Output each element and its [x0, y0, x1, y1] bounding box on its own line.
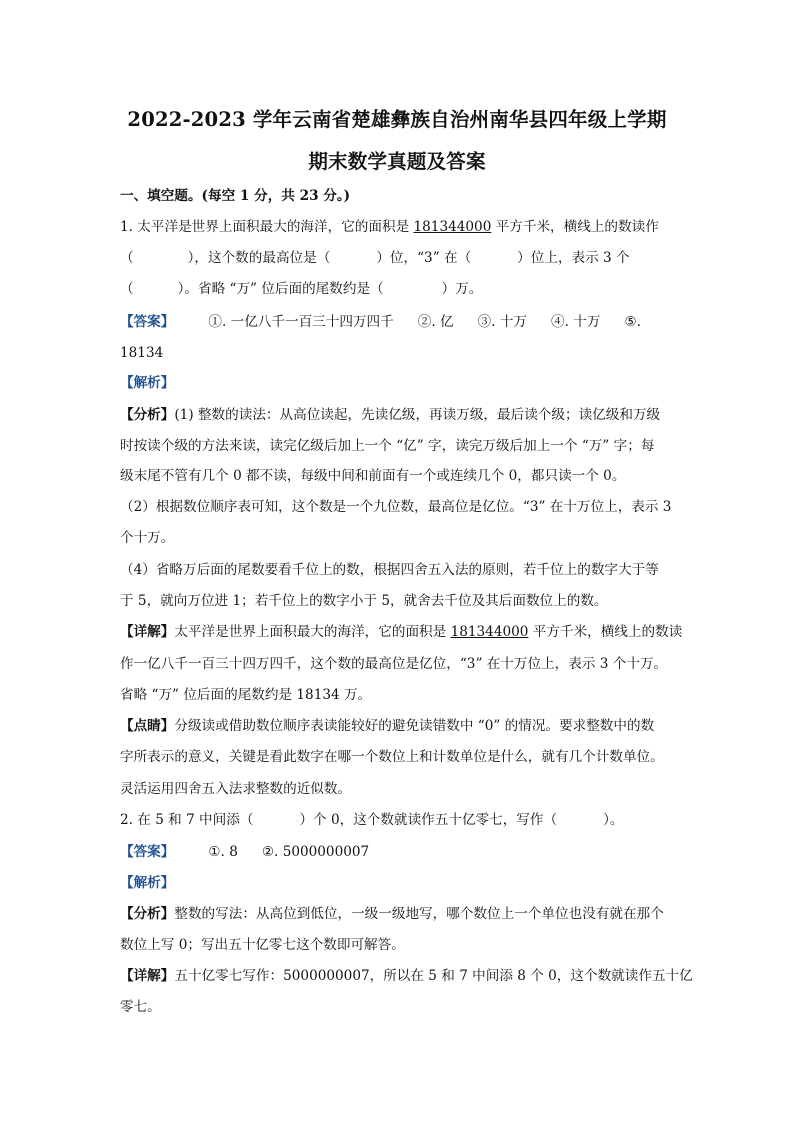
q2-line-1: 2. 在 5 和 7 中间添（ ）个 0，这个数就读作五十亿零七，写作（ ）。	[120, 812, 624, 828]
q1-fenxi-4: （2）根据数位顺序表可知，这个数是一个九位数，最高位是亿位。“3” 在十万位上，表示 3	[120, 499, 672, 515]
q2-fenxi-2: 数位上写 0；写出五十亿零七这个数即可解答。	[120, 937, 405, 953]
q1-dianjing-2: 字所表示的意义，关键是看此数字在哪一个数位上和计数单位是什么，就有几个计数单位。	[120, 749, 664, 765]
q2-detail-2: 零七。	[120, 999, 161, 1015]
q1-detail-3: 省略 “万” 位后面的尾数约是 18134 万。	[120, 687, 372, 703]
answer-tag: 【答案】	[120, 844, 175, 860]
q1-fenxi-6: （4）省略万后面的尾数要看千位上的数，根据四舍五入法的原则，若千位上的数字大于等	[120, 562, 659, 578]
q2-detail-1: 【详解】五十亿零七写作：5000000007，所以在 5 和 7 中间添 8 个 0，这个数就读作五十亿	[120, 968, 693, 984]
q1-line-1: 1. 太平洋是世界上面积最大的海洋，它的面积是 181344000 平方千米，横线上的数读作	[120, 219, 659, 235]
q1-detail-2: 作一亿八千一百三十四万四千，这个数的最高位是亿位，“3” 在十万位上，表示 3 个十万。	[120, 656, 668, 672]
section-heading: 一、填空题。(每空 1 分，共 23 分。)	[120, 188, 351, 204]
q1-line-3: （ ）。省略 “万” 位后面的尾数约是（ ）万。	[120, 281, 483, 297]
q1-dianjing-1: 【点睛】分级读或借助数位顺序表读能较好的避免读错数中 “0” 的情况。要求整数中的数	[120, 718, 655, 734]
q1-analysis-tag: 【解析】	[120, 375, 175, 391]
q1-fenxi-7: 于 5，就向万位进 1；若千位上的数字小于 5，就舍去千位及其后面数位上的数。	[120, 593, 608, 609]
answer-tag: 【答案】	[120, 314, 175, 330]
q1-fenxi-2: 时按读个级的方法来读，读完亿级后加上一个 “亿” 字，读完万级后加上一个 “万” 字；每	[120, 438, 655, 454]
page-title-line2: 期末数学真题及答案	[308, 150, 486, 173]
q2-analysis-tag: 【解析】	[120, 875, 175, 891]
q1-fenxi-5: 个十万。	[120, 530, 175, 546]
q1-fenxi-1: 【分析】(1) 整数的读法：从高位读起，先读亿级，再读万级，最后读个级；读亿级和万级	[120, 407, 661, 423]
page-title-line1: 2022-2023 学年云南省楚雄彝族自治州南华县四年级上学期	[127, 108, 667, 131]
q1-detail-1: 【详解】太平洋是世界上面积最大的海洋，它的面积是 181344000 平方千米，横线上的数读	[120, 624, 683, 640]
q1-answer-line: 【答案】 ①. 一亿八千一百三十四万四千 ②. 亿 ③. 十万 ④. 十万 ⑤.	[120, 314, 641, 330]
q1-line-2: （ ），这个数的最高位是（ ）位，“3” 在（ ）位上，表示 3 个	[120, 250, 630, 266]
q1-fenxi-3: 级末尾不管有几个 0 都不读，每级中间和前面有一个或连续几个 0，都只读一个 0。	[120, 468, 626, 484]
q2-fenxi-1: 【分析】整数的写法：从高位到低位，一级一级地写，哪个数位上一个单位也没有就在那个	[120, 906, 664, 922]
q1-area-number: 181344000	[413, 219, 492, 235]
q2-answer-line: 【答案】 ①. 8 ②. 5000000007	[120, 844, 370, 860]
q1-answer-cont: 18134	[120, 345, 164, 361]
q1-dianjing-3: 灵活运用四舍五入法求整数的近似数。	[120, 781, 352, 797]
